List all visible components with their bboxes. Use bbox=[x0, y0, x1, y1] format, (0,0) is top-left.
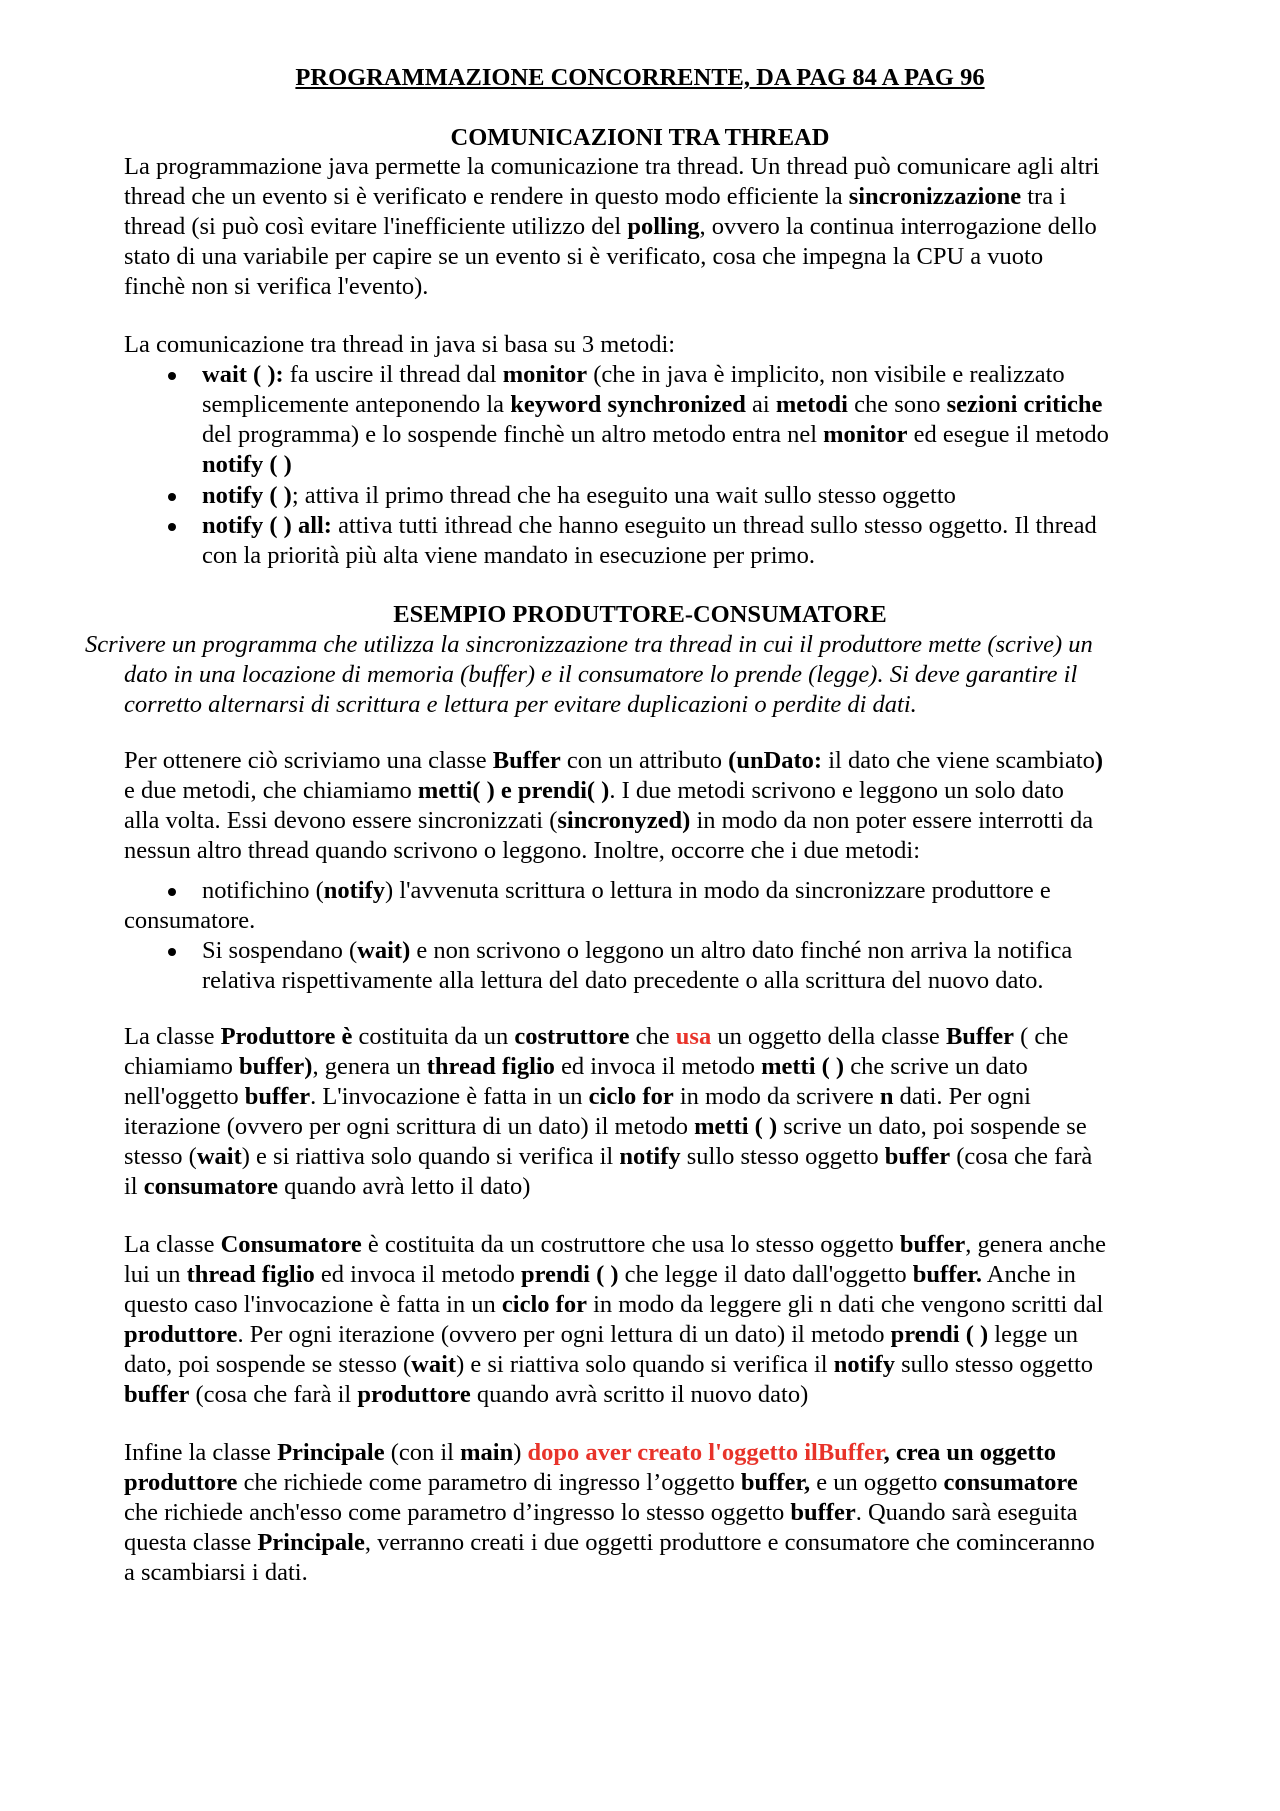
page-title: PROGRAMMAZIONE CONCORRENTE, DA PAG 84 A PAG 96 bbox=[295, 64, 985, 91]
text-run: quando avrà scritto il nuovo dato) bbox=[470, 1381, 809, 1408]
section-heading-producer-consumer: ESEMPIO PRODUTTORE-CONSUMATORE bbox=[393, 601, 887, 628]
bullet-notify-all bbox=[202, 511, 1192, 571]
text-run: thread che un evento si è verificato e rendere in questo modo efficiente la bbox=[124, 183, 849, 210]
text-run: ; attiva il primo thread che ha eseguito una wait sullo stesso oggetto bbox=[291, 482, 956, 509]
bold-term: Consumatore bbox=[220, 1231, 362, 1258]
text-line bbox=[124, 1528, 1184, 1558]
text-line bbox=[124, 1498, 1184, 1528]
text-line bbox=[202, 966, 1192, 996]
bold-term: notify ( ) bbox=[202, 451, 292, 478]
bold-term: buffer bbox=[124, 1381, 190, 1408]
bold-term: metti ( ) bbox=[694, 1113, 778, 1140]
bold-term: buffer bbox=[244, 1083, 311, 1110]
bold-term: Produttore è bbox=[220, 1023, 353, 1050]
text-run: alla volta. Essi devono essere sincronizzati ( bbox=[124, 807, 558, 834]
text-run: che bbox=[629, 1023, 676, 1050]
text-run: relativa rispettivamente alla lettura del dato precedente o alla scrittura del nuovo dato. bbox=[202, 967, 1044, 994]
bullet-wait-read bbox=[202, 936, 1192, 996]
paragraph-methods-intro bbox=[124, 330, 1184, 360]
text-line bbox=[202, 390, 1192, 420]
text-run: (cosa che farà bbox=[950, 1143, 1093, 1170]
text-line bbox=[202, 876, 1192, 906]
section-heading-communication: COMUNICAZIONI TRA THREAD bbox=[450, 124, 830, 151]
text-run: che richiede come parametro di ingresso l’oggetto bbox=[237, 1469, 741, 1496]
bold-term: dopo aver creato l'oggetto bbox=[527, 1439, 805, 1466]
text-run: (cosa che farà il bbox=[189, 1381, 358, 1408]
bold-term: buffer. bbox=[912, 1261, 982, 1288]
bold-term: main bbox=[460, 1439, 514, 1466]
text-line bbox=[124, 1468, 1184, 1498]
bold-term: consumatore bbox=[143, 1173, 279, 1200]
text-run: Si sospendano ( bbox=[202, 937, 358, 964]
text-run: notifichino ( bbox=[202, 877, 324, 904]
text-line bbox=[124, 1558, 1184, 1588]
bold-term: , crea un oggetto bbox=[883, 1439, 1056, 1466]
bold-term: monitor bbox=[823, 421, 908, 448]
text-line bbox=[124, 806, 1184, 836]
text-run: e un oggetto bbox=[810, 1469, 944, 1496]
text-run: del programma) e lo sospende finchè un altro metodo entra nel bbox=[202, 421, 824, 448]
bold-term: notify bbox=[323, 877, 386, 904]
bold-term: thread figlio bbox=[426, 1053, 555, 1080]
text-run: iterazione (ovvero per ogni scrittura di un dato) il metodo bbox=[124, 1113, 695, 1140]
bold-term: prendi ( ) bbox=[890, 1321, 989, 1348]
text-run: dato, poi sospende se stesso ( bbox=[124, 1351, 412, 1378]
text-line bbox=[124, 776, 1184, 806]
text-line bbox=[124, 182, 1184, 212]
text-run: ed invoca il metodo bbox=[314, 1261, 521, 1288]
bullet-dot bbox=[168, 523, 176, 531]
text-run: il bbox=[124, 1173, 144, 1200]
text-line bbox=[202, 541, 1192, 571]
bold-term: Buffer bbox=[945, 1023, 1014, 1050]
bold-term: buffer bbox=[790, 1499, 856, 1526]
text-run: questa classe bbox=[124, 1529, 258, 1556]
text-line bbox=[124, 1082, 1184, 1112]
text-run: , ovvero la continua interrogazione dello bbox=[699, 213, 1097, 240]
text-run: ) e si riattiva solo quando si verifica il bbox=[241, 1143, 620, 1170]
text-run: tra i bbox=[1021, 183, 1067, 210]
text-run: . L'invocazione è fatta in un bbox=[310, 1083, 589, 1110]
bold-term: buffer bbox=[884, 1143, 951, 1170]
text-run: (con il bbox=[384, 1439, 461, 1466]
text-run: che sono bbox=[847, 391, 947, 418]
text-line bbox=[124, 1052, 1184, 1082]
text-line bbox=[124, 1260, 1184, 1290]
text-run: La classe bbox=[124, 1023, 221, 1050]
text-run: e non scrivono o leggono un altro dato finché non arriva la notifica bbox=[410, 937, 1073, 964]
text-line bbox=[124, 272, 1184, 302]
bold-term: produttore bbox=[124, 1321, 238, 1348]
example-line: corretto alternarsi di scrittura e lettura per evitare duplicazioni o perdite di dati. bbox=[124, 691, 917, 718]
text-line bbox=[124, 212, 1184, 242]
text-line bbox=[124, 1438, 1184, 1468]
bold-term: usa bbox=[675, 1023, 712, 1050]
bold-term: sincronizzazione bbox=[848, 183, 1022, 210]
bullet-notify bbox=[202, 481, 1192, 511]
text-line bbox=[124, 242, 1184, 272]
text-run: Per ottenere ciò scriviamo una classe bbox=[124, 747, 493, 774]
bullet-wait bbox=[202, 360, 1192, 480]
text-run: . Per ogni iterazione (ovvero per ogni lettura di un dato) il metodo bbox=[237, 1321, 891, 1348]
text-run: ed esegue il metodo bbox=[907, 421, 1109, 448]
bold-term: sincronyzed) bbox=[557, 807, 691, 834]
text-run: dati. Per ogni bbox=[893, 1083, 1031, 1110]
text-run: ) l'avvenuta scrittura o lettura in modo da sincronizzare produttore e bbox=[385, 877, 1051, 904]
bold-term: costruttore bbox=[514, 1023, 630, 1050]
text-run: in modo da scrivere bbox=[673, 1083, 880, 1110]
bold-term: notify bbox=[833, 1351, 895, 1378]
text-run: fa uscire il thread dal bbox=[283, 361, 503, 388]
text-run: attiva tutti ithread che hanno eseguito un thread sullo stesso oggetto. Il thread bbox=[331, 512, 1097, 539]
text-run: un oggetto della classe bbox=[711, 1023, 946, 1050]
text-line bbox=[202, 450, 1192, 480]
bold-term: wait) bbox=[357, 937, 411, 964]
text-line bbox=[202, 481, 1192, 511]
bold-term: ciclo for bbox=[588, 1083, 674, 1110]
text-run: legge un bbox=[988, 1321, 1078, 1348]
text-run: in modo da non poter essere interrotti da bbox=[690, 807, 1094, 834]
text-run: Infine la classe bbox=[124, 1439, 278, 1466]
text-run: scrive un dato, poi sospende se bbox=[777, 1113, 1087, 1140]
bold-term: metti ( ) bbox=[761, 1053, 845, 1080]
text-run: . I due metodi scrivono e leggono un solo dato bbox=[609, 777, 1064, 804]
text-line bbox=[124, 1022, 1184, 1052]
text-run: sullo stesso oggetto bbox=[894, 1351, 1093, 1378]
text-run: , genera un bbox=[312, 1053, 427, 1080]
bold-term: produttore bbox=[357, 1381, 471, 1408]
text-run: , verranno creati i due oggetti produttore e consumatore che cominceranno bbox=[364, 1529, 1095, 1556]
bold-term: ciclo for bbox=[501, 1291, 587, 1318]
bold-term: wait bbox=[196, 1143, 242, 1170]
bold-term: keyword synchronized bbox=[510, 391, 746, 418]
text-run: e due metodi, che chiamiamo bbox=[124, 777, 418, 804]
text-run: lui un bbox=[124, 1261, 187, 1288]
bold-term: Buffer bbox=[492, 747, 561, 774]
text-run: . Quando sarà eseguita bbox=[855, 1499, 1078, 1526]
bold-term: sezioni critiche bbox=[946, 391, 1103, 418]
paragraph-consumer bbox=[124, 1230, 1184, 1410]
bold-term: (unDato: bbox=[728, 747, 823, 774]
text-run: finchè non si verifica l'evento). bbox=[124, 273, 429, 300]
text-run: sullo stesso oggetto bbox=[680, 1143, 885, 1170]
bold-term: thread figlio bbox=[186, 1261, 315, 1288]
paragraph-producer bbox=[124, 1022, 1184, 1202]
text-run: ( che bbox=[1013, 1023, 1069, 1050]
text-line bbox=[124, 1350, 1184, 1380]
text-run: , genera anche bbox=[965, 1231, 1107, 1258]
bullet-dot bbox=[168, 888, 176, 896]
text-run: costituita da un bbox=[352, 1023, 515, 1050]
example-line: dato in una locazione di memoria (buffer) e il consumatore lo prende (legge). Si deve garantire il bbox=[124, 661, 1078, 688]
text-run: che richiede anch'esso come parametro d’ingresso lo stesso oggetto bbox=[124, 1499, 791, 1526]
text-line bbox=[124, 1112, 1184, 1142]
bold-term: metti( ) e prendi( ) bbox=[417, 777, 610, 804]
text-line bbox=[124, 152, 1184, 182]
text-line bbox=[124, 746, 1184, 776]
text-run: ai bbox=[745, 391, 776, 418]
text-run: questo caso l'invocazione è fatta in un bbox=[124, 1291, 502, 1318]
paragraph-methods-intro-text: La comunicazione tra thread in java si basa su 3 metodi: bbox=[124, 331, 676, 358]
paragraph-intro bbox=[124, 152, 1184, 302]
text-line bbox=[124, 1230, 1184, 1260]
bold-term: wait bbox=[411, 1351, 457, 1378]
bold-term: consumatore bbox=[943, 1469, 1078, 1496]
bold-term: ilBuffer bbox=[804, 1439, 884, 1466]
bold-term: polling bbox=[627, 213, 700, 240]
bullet-dot bbox=[168, 493, 176, 501]
text-line bbox=[124, 1142, 1184, 1172]
text-run: thread (si può così evitare l'inefficiente utilizzo del bbox=[124, 213, 628, 240]
text-run: stato di una variabile per capire se un evento si è verificato, cosa che impegna la CPU a vuoto bbox=[124, 243, 1044, 270]
bold-term: wait ( ): bbox=[202, 361, 284, 388]
text-run: La programmazione java permette la comunicazione tra thread. Un thread può comunicare agli altri bbox=[124, 153, 1100, 180]
text-run: chiamiamo bbox=[124, 1053, 239, 1080]
text-line bbox=[202, 360, 1192, 390]
text-run: semplicemente anteponendo la bbox=[202, 391, 511, 418]
text-run: che scrive un dato bbox=[844, 1053, 1028, 1080]
bold-term: produttore bbox=[124, 1469, 238, 1496]
text-run: ) e si riattiva solo quando si verifica il bbox=[456, 1351, 834, 1378]
text-line bbox=[124, 1320, 1184, 1350]
text-run: nessun altro thread quando scrivono o leggono. Inoltre, occorre che i due metodi: bbox=[124, 837, 921, 864]
bold-term: notify ( ) bbox=[202, 482, 292, 509]
bold-term: metodi bbox=[775, 391, 848, 418]
bold-term: Principale bbox=[257, 1529, 365, 1556]
bold-term: monitor bbox=[502, 361, 588, 388]
text-run: con un attributo bbox=[560, 747, 729, 774]
text-line bbox=[124, 1290, 1184, 1320]
continuation-text: consumatore. bbox=[124, 907, 256, 934]
text-run: in modo da leggere gli n dati che vengono scritti dal bbox=[586, 1291, 1104, 1318]
text-run: Anche in bbox=[981, 1261, 1076, 1288]
text-run: quando avrà letto il dato) bbox=[278, 1173, 531, 1200]
text-run: è costituita da un costruttore che usa lo stesso oggetto bbox=[361, 1231, 900, 1258]
bullet-notify-write-continuation bbox=[124, 906, 1184, 936]
text-line bbox=[124, 1380, 1184, 1410]
paragraph-principale bbox=[124, 1438, 1184, 1588]
text-run: (che in java è implicito, non visibile e realizzato bbox=[587, 361, 1065, 388]
text-run: stesso ( bbox=[124, 1143, 197, 1170]
text-run: che legge il dato dall'oggetto bbox=[618, 1261, 913, 1288]
bold-term: notify ( ) all: bbox=[202, 512, 332, 539]
bullet-dot bbox=[168, 372, 176, 380]
text-run: ed invoca il metodo bbox=[554, 1053, 762, 1080]
paragraph-buffer-class bbox=[124, 746, 1184, 866]
bold-term: n bbox=[879, 1083, 894, 1110]
text-run: ) bbox=[513, 1439, 528, 1466]
bold-term: Principale bbox=[277, 1439, 385, 1466]
bold-term: ) bbox=[1094, 747, 1104, 774]
text-run: La classe bbox=[124, 1231, 221, 1258]
text-line bbox=[124, 836, 1184, 866]
text-run: a scambiarsi i dati. bbox=[124, 1559, 308, 1586]
text-line bbox=[124, 1172, 1184, 1202]
bullet-notify-write bbox=[202, 876, 1192, 906]
bold-term: buffer) bbox=[238, 1053, 313, 1080]
bold-term: buffer bbox=[899, 1231, 966, 1258]
text-run: nell'oggetto bbox=[124, 1083, 245, 1110]
bold-term: prendi ( ) bbox=[520, 1261, 619, 1288]
text-run: con la priorità più alta viene mandato in esecuzione per primo. bbox=[202, 542, 815, 569]
bold-term: buffer, bbox=[740, 1469, 811, 1496]
text-line bbox=[202, 511, 1192, 541]
text-line bbox=[202, 420, 1192, 450]
text-run: il dato che viene scambiato bbox=[822, 747, 1095, 774]
bullet-dot bbox=[168, 948, 176, 956]
example-line: Scrivere un programma che utilizza la sincronizzazione tra thread in cui il produttore mette (scrive) un bbox=[85, 631, 1093, 658]
bold-term: notify bbox=[619, 1143, 681, 1170]
text-line bbox=[202, 936, 1192, 966]
